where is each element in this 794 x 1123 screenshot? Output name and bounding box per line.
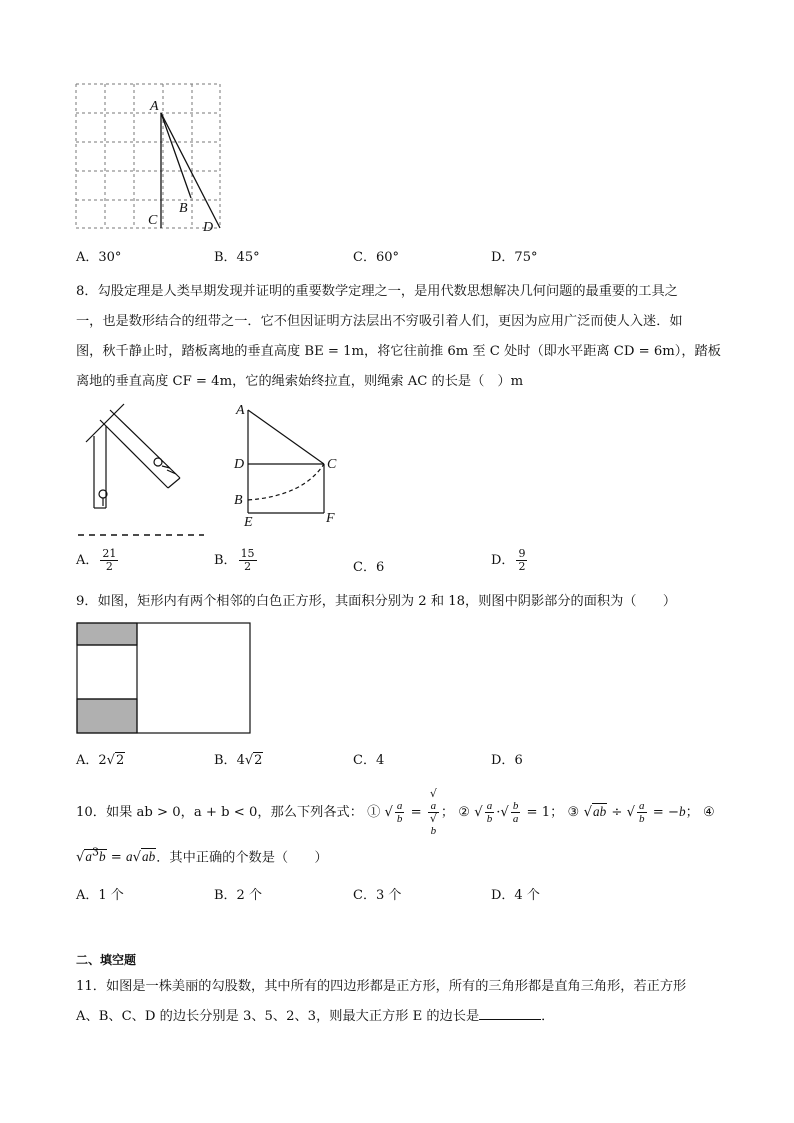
q7-option-d[interactable]: D．75° [491,250,538,265]
q8-swing-illustration [72,398,212,543]
q8-line-4: 离地的垂直高度 CF = 4m，它的绳索始终拉直，则绳索 AC 的长是（ ）m [76,374,524,389]
q8-geometry-figure [228,400,348,530]
q10-expr-3: √ab ÷ √ $\frac{a}{b}$ = −b； [583,800,699,825]
q7-option-b[interactable]: B．45° [214,250,260,265]
section-title: 二、填空题 [76,953,137,967]
q8-option-a[interactable]: A． $\frac{21}{2}$ [76,547,117,573]
q10-option-d[interactable]: D．4 个 [491,888,540,903]
q9-option-b[interactable]: B．4√2 [214,753,263,768]
fig8-label-e: E [244,515,253,530]
fig7-label-a: A [150,99,159,114]
q9-option-d[interactable]: D．6 [491,753,523,768]
q8-line-1: 8．勾股定理是人类早期发现并证明的重要数学定理之一，是用代数思想解决几何问题的最重要的工具之 [76,284,678,299]
q8-line-2: 一，也是数形结合的纽带之一．它不但因证明方法层出不穷吸引着人们，更因为应用广泛而使人入迷．如 [76,314,683,329]
q10-option-b[interactable]: B．2 个 [214,888,262,903]
q7-option-a[interactable]: A．30° [76,250,122,265]
q8-option-d[interactable]: D． $\frac{9}{2}$ [491,547,526,573]
q8-option-b[interactable]: B． $\frac{15}{2}$ [214,547,255,573]
fig7-label-c: C [148,213,158,228]
fig8-label-d: D [234,457,245,472]
q11-answer-blank[interactable] [479,1007,541,1020]
q9-option-a[interactable]: A．2√2 [76,753,125,768]
q10-expr-4: $√a^3b = a√ab$ [76,846,156,866]
q9-option-c[interactable]: C．4 [353,753,385,768]
q7-grid-figure [70,80,230,235]
q10-option-a[interactable]: A．1 个 [76,888,124,903]
q10-expr-2: √ $\frac{a}{b}$ ·√ $\frac{b}{a}$ = 1； [474,800,564,825]
q8-stem [76,277,726,397]
q9-stem: 9．如图，矩形内有两个相邻的白色正方形，其面积分别为 2 和 18，则图中阴影部分的面积为（ ） [76,594,677,609]
fig8-label-c: C [327,457,337,472]
q10-expr-1: √ $\frac{a}{b}$ = √ a √ b ； [384,787,455,837]
fig7-label-d: D [203,220,214,235]
fig8-label-f: F [326,511,335,526]
q10-stem-line-2: $√a^3b = a√ab$．其中正确的个数是（ ） [76,846,328,866]
q11-stem [76,972,726,1032]
q7-option-c[interactable]: C．60° [353,250,399,265]
fig8-label-b: B [234,493,243,508]
fig7-label-b: B [179,201,188,216]
q11-line-2: A、B、C、D 的边长分别是 3、5、2、3，则最大正方形 E 的边长是 ． [76,1009,555,1024]
q8-line-3: 图，秋千静止时，踏板离地的垂直高度 BE = 1m，将它往前推 6m 至 C 处时（即水平距离 CD = 6m），踏板 [76,344,721,359]
fig8-label-a: A [236,403,245,418]
q10-option-c[interactable]: C．3 个 [353,888,402,903]
q11-line-1: 11．如图是一株美丽的勾股数，其中所有的四边形都是正方形，所有的三角形都是直角三角形，若正方形 [76,979,687,994]
q8-option-c[interactable]: C．6 [353,560,385,575]
q10-stem-line-1: 10．如果 ab > 0，a + b < 0，那么下列各式： ① √ $\frac{a}{b}$ = √ a √ b ； ② √ $\frac{a}{b}$ ·√ $\frac{b}{a}$ = 1； ③ √ab ÷ √ $\frac{a}{b}$ = −b； ④ [76,787,715,837]
q9-rectangle-figure [76,622,252,736]
